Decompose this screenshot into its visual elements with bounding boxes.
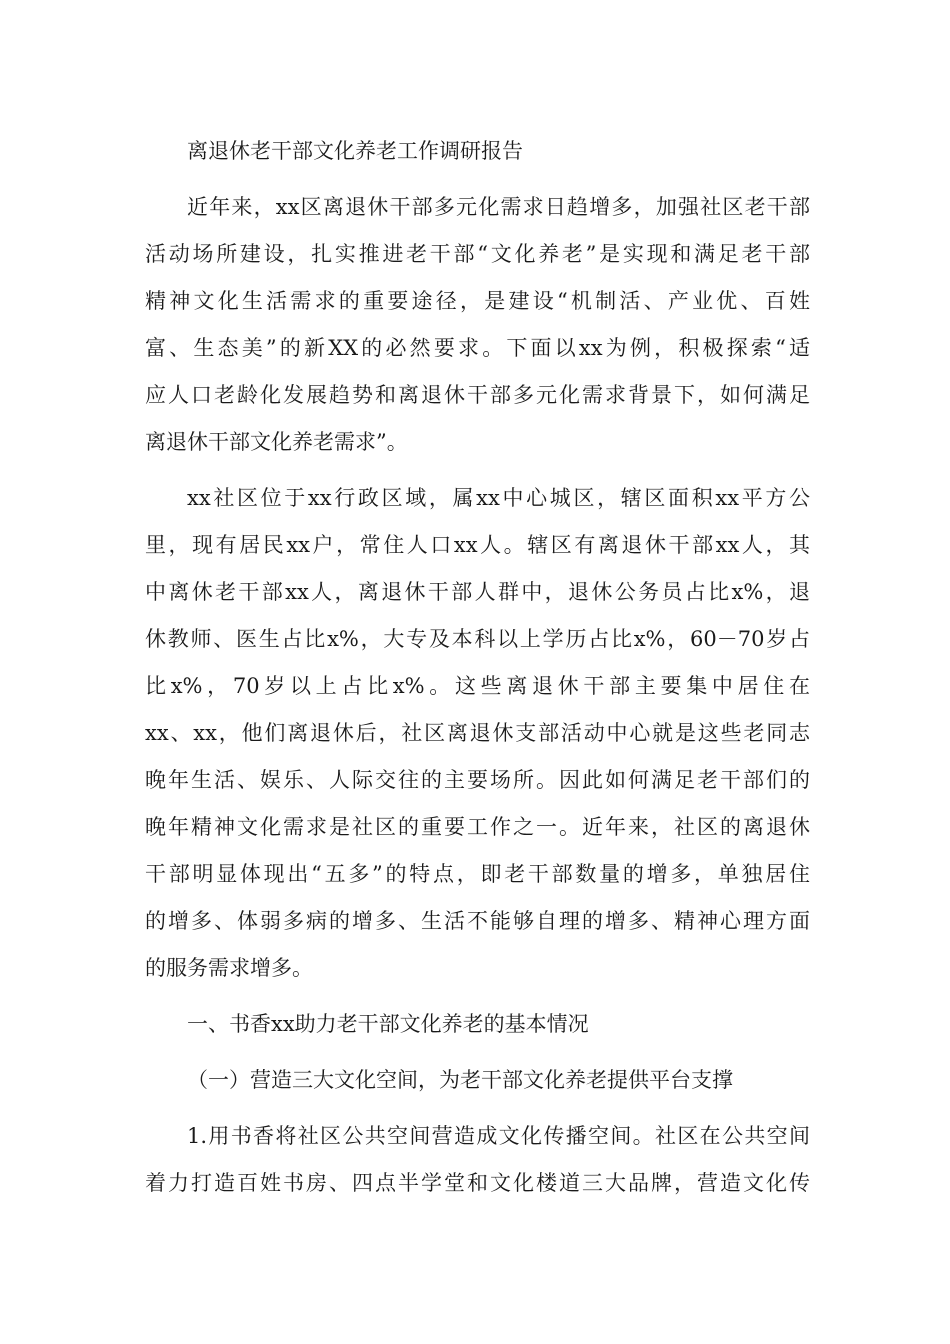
subsection-heading: （一）营造三大文化空间，为老干部文化养老提供平台支撑 (187, 1068, 733, 1092)
text-line: 富、生态美”的新XX的必然要求。下面以xx为例，积极探索“适 (145, 336, 810, 360)
text-line: 的服务需求增多。 (145, 956, 313, 980)
text-line: xx社区位于xx行政区域，属xx中心城区，辖区面积xx平方公 (187, 486, 810, 510)
paragraph-intro (145, 184, 810, 466)
paragraph-community (145, 475, 810, 992)
text-line: 里，现有居民xx户，常住人口xx人。辖区有离退休干部xx人，其 (145, 533, 810, 557)
text-line: 离退休干部文化养老需求”。 (145, 430, 408, 454)
document-title: 离退休老干部文化养老工作调研报告 (187, 139, 523, 163)
text-line: 晚年生活、娱乐、人际交往的主要场所。因此如何满足老干部们的 (145, 768, 810, 792)
text-line: 比x%，70岁以上占比x%。这些离退休干部主要集中居住在 (145, 674, 810, 698)
document-body (145, 128, 810, 1207)
section-heading: 一、书香xx助力老干部文化养老的基本情况 (187, 1012, 589, 1036)
text-line: 干部明显体现出“五多”的特点，即老干部数量的增多，单独居住 (145, 862, 810, 886)
text-line: 精神文化生活需求的重要途径，是建设“机制活、产业优、百姓 (145, 289, 810, 313)
paragraph-gap (145, 992, 810, 1001)
text-line: 的增多、体弱多病的增多、生活不能够自理的增多、精神心理方面 (145, 909, 810, 933)
paragraph-book-space (145, 1113, 810, 1207)
paragraph-gap (145, 175, 810, 184)
text-line: 1.用书香将社区公共空间营造成文化传播空间。社区在公共空间 (187, 1124, 810, 1148)
text-line: 应人口老龄化发展趋势和离退休干部多元化需求背景下，如何满足 (145, 383, 810, 407)
paragraph-gap (145, 1048, 810, 1057)
text-line: 中离休老干部xx人，离退休干部人群中，退休公务员占比x%，退 (145, 580, 810, 604)
text-line: xx、xx，他们离退休后，社区离退休支部活动中心就是这些老同志 (145, 721, 810, 745)
text-line: 晚年精神文化需求是社区的重要工作之一。近年来，社区的离退休 (145, 815, 810, 839)
paragraph-gap (145, 466, 810, 475)
text-line: 近年来，xx区离退休干部多元化需求日趋增多，加强社区老干部 (187, 195, 810, 219)
paragraph-gap (145, 1104, 810, 1113)
text-line: 着力打造百姓书房、四点半学堂和文化楼道三大品牌，营造文化传 (145, 1171, 810, 1195)
text-line: 休教师、医生占比x%，大专及本科以上学历占比x%，60－70岁占 (145, 627, 810, 651)
text-line: 活动场所建设，扎实推进老干部“文化养老”是实现和满足老干部 (145, 242, 810, 266)
